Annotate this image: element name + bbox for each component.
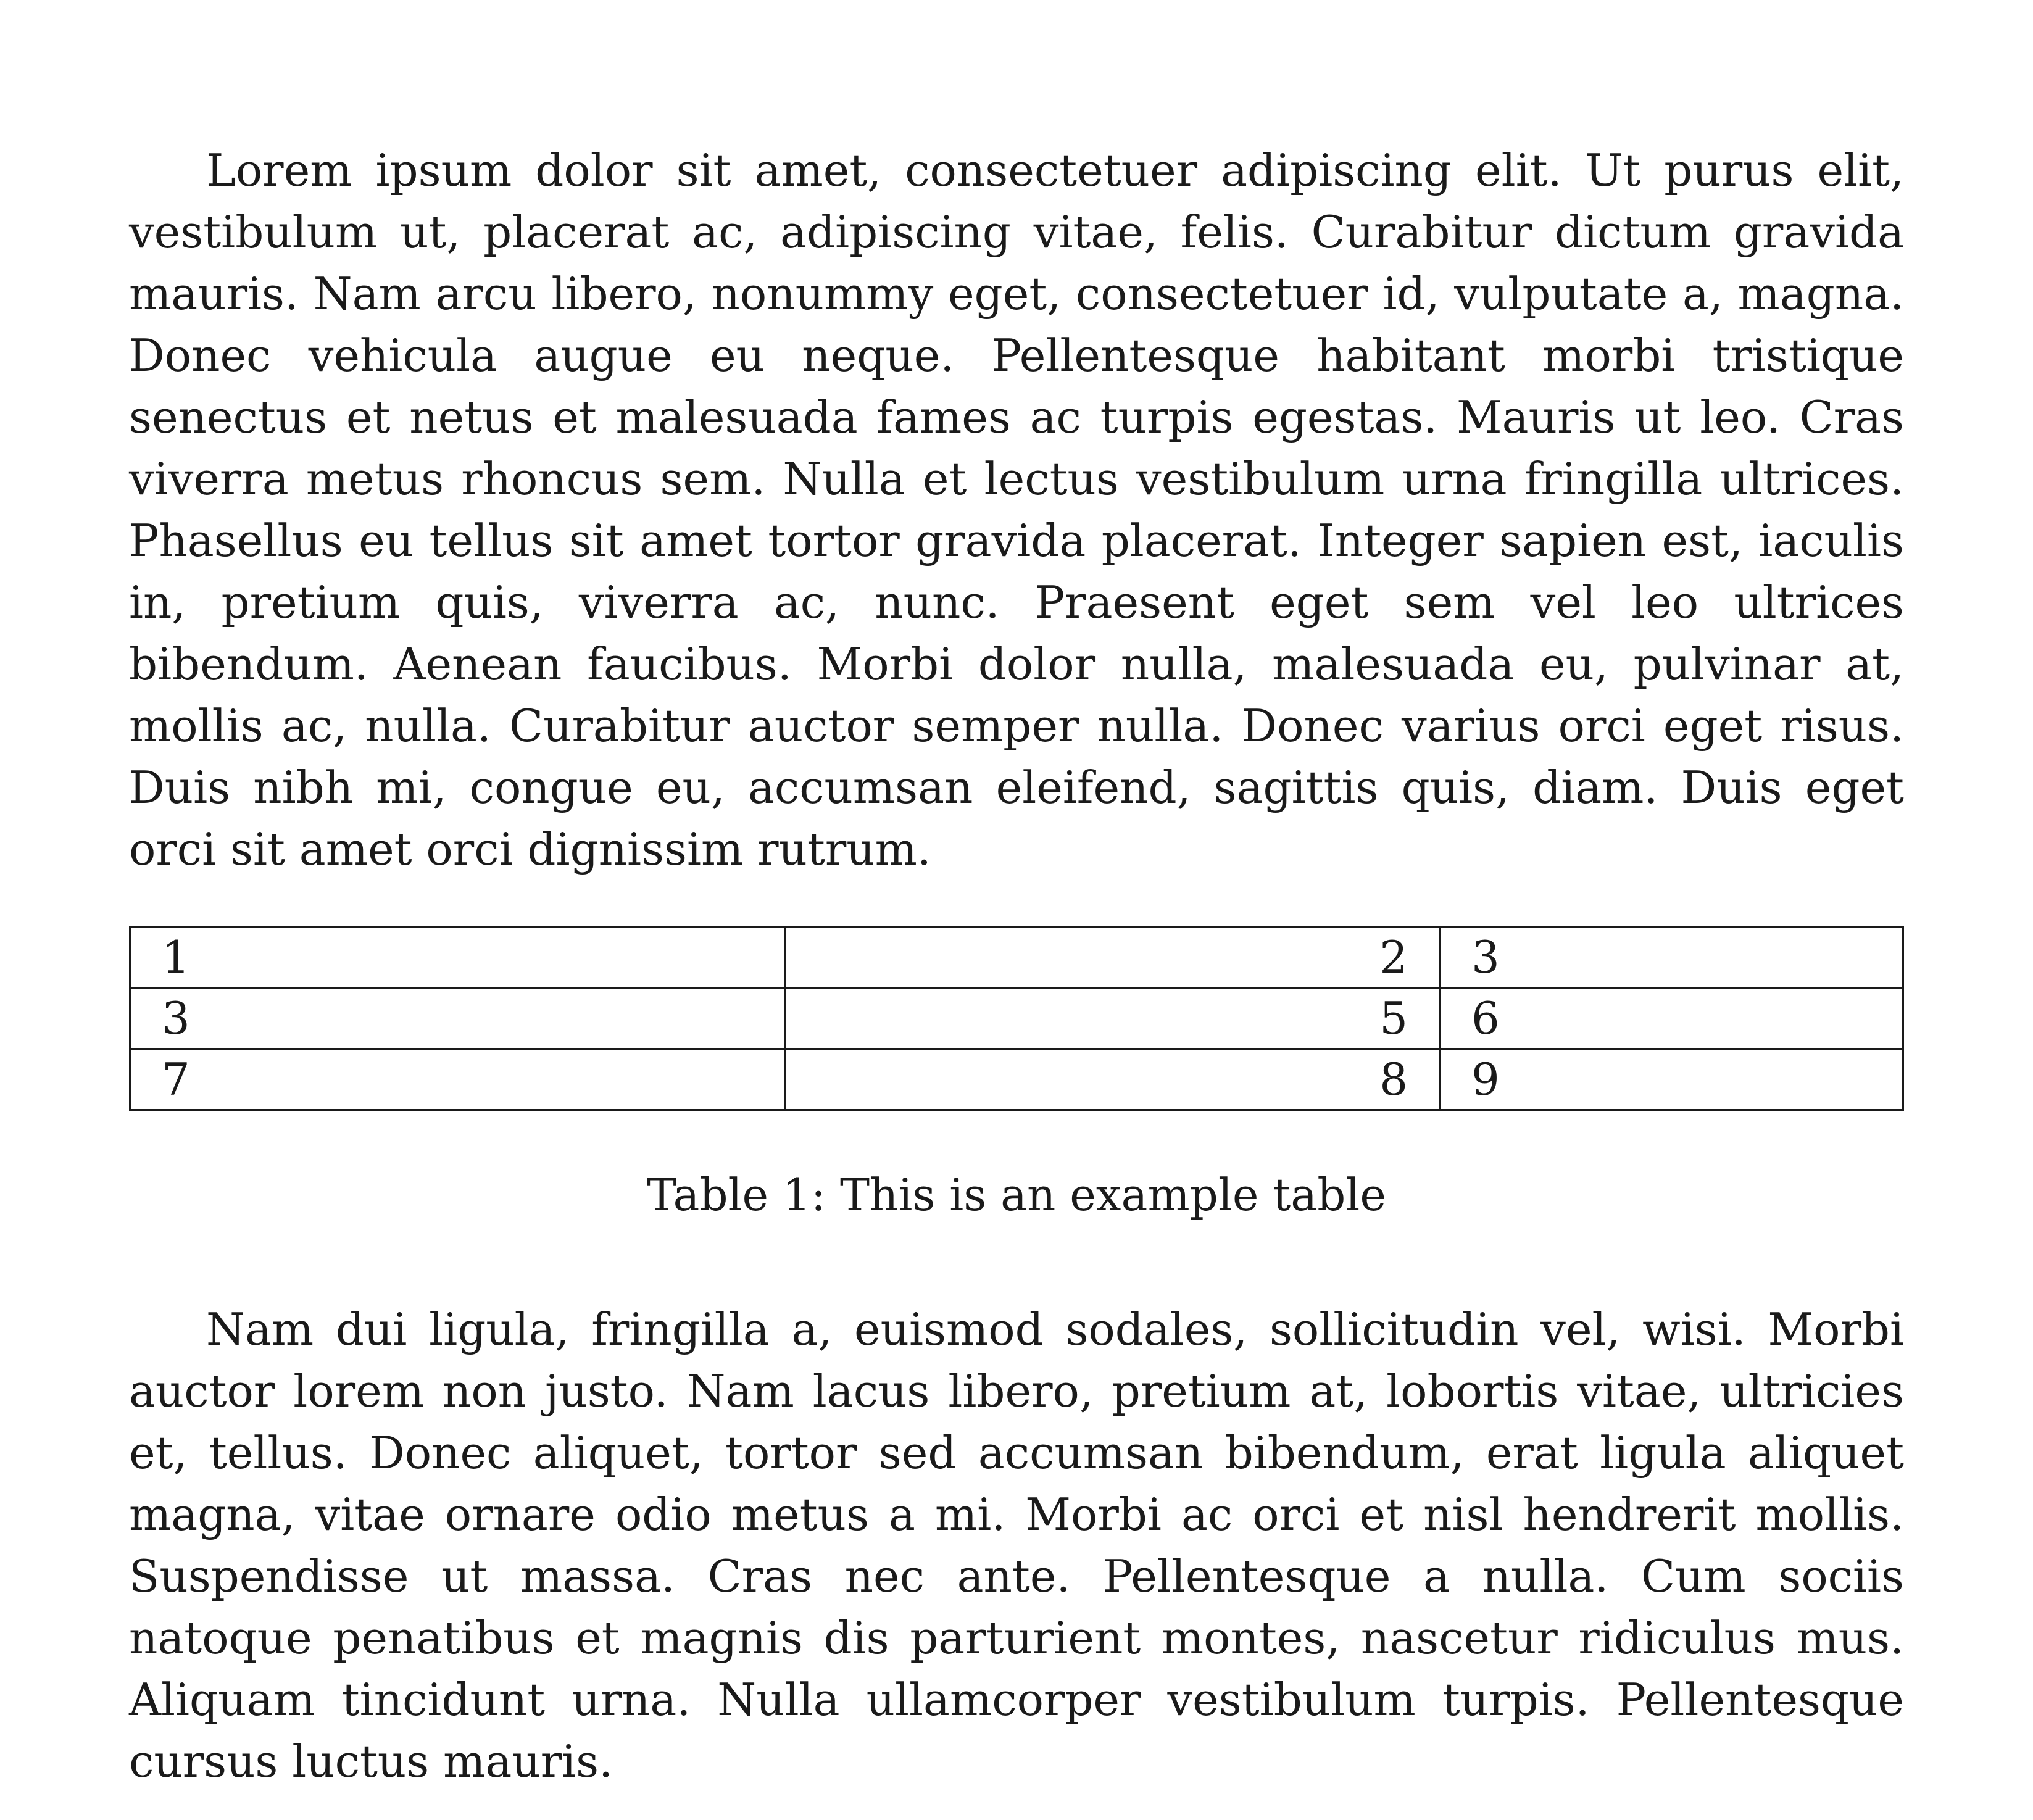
example-table	[129, 926, 1904, 1111]
table-cell: 3	[1440, 927, 1903, 988]
body-paragraph-2: Nam dui ligula, fringilla a, euismod sodales, sollicitudin vel, wisi. Morbi auctor lorem non justo. Nam lacus libero, pretium at, lobortis vitae, ultricies et, tellus. Donec aliquet, tortor sed accumsan bibendum, erat ligula aliquet magna, vitae ornare odio metus a mi. Morbi ac orci et nisl hendrerit mollis. Suspendisse ut massa. Cras nec ante. Pellentesque a nulla. Cum sociis natoque penatibus et magnis dis parturient montes, nascetur ridiculus mus. Aliquam tincidunt urna. Nulla ullamcorper vestibulum turpis. Pellentesque cursus luctus mauris.	[129, 1303, 1904, 1787]
table-cell: 6	[1440, 988, 1903, 1049]
table-cell: 5	[785, 988, 1440, 1049]
table-row	[130, 927, 1903, 988]
table-cell: 9	[1440, 1049, 1903, 1110]
table-row	[130, 1049, 1903, 1110]
table-row	[130, 988, 1903, 1049]
table-cell: 7	[130, 1049, 785, 1110]
table-cell: 2	[785, 927, 1440, 988]
body-paragraph-1: Lorem ipsum dolor sit amet, consectetuer adipiscing elit. Ut purus elit, vestibulum ut, placerat ac, adipiscing vitae, felis. Curabitur dictum gravida mauris. Nam arcu libero, nonummy eget, consectetuer id, vulputate a, magna. Donec vehicula augue eu neque. Pellentesque habitant morbi tristique senectus et netus et malesuada fames ac turpis egestas. Mauris ut leo. Cras viverra metus rhoncus sem. Nulla et lectus vestibulum urna fringilla ultrices. Phasellus eu tellus sit amet tortor gravida placerat. Integer sapien est, iaculis in, pretium quis, viverra ac, nunc. Praesent eget sem vel leo ultrices bibendum. Aenean faucibus. Morbi dolor nulla, malesuada eu, pulvinar at, mollis ac, nulla. Curabitur auctor semper nulla. Donec varius orci eget risus. Duis nibh mi, congue eu, accumsan eleifend, sagittis quis, diam. Duis eget orci sit amet orci dignissim rutrum.	[129, 144, 1904, 875]
table-cell: 8	[785, 1049, 1440, 1110]
table-caption: Table 1: This is an example table	[647, 1169, 1386, 1221]
table-cell: 1	[130, 927, 785, 988]
table-cell: 3	[130, 988, 785, 1049]
